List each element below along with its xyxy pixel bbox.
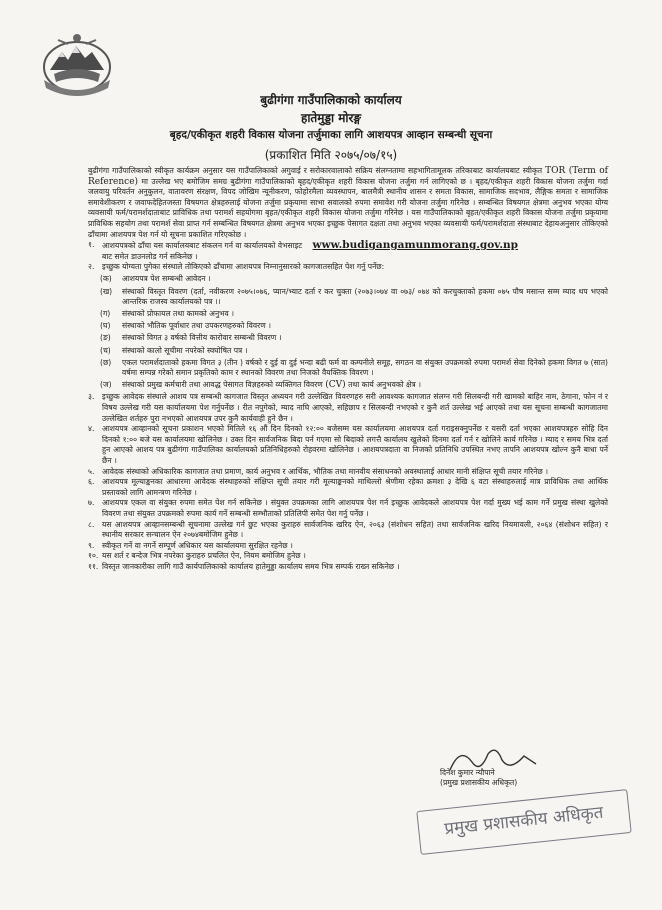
sub-item <box>88 358 608 379</box>
item-text: आशयपत्र मूल्याङ्कनका आधारमा आवेदक संस्थाहरुको संक्षिप्त सूची तयार गरी मूल्याङ्कनको माथिल्लो श्रेणीमा रहेका क्रमशः ३ देखि ६ वटा संस्थाहरुलाई मात्र प्राविधिक तथा आर्थिक प्रस्तावको लागि आमन्त्रण गरिनेछ । <box>102 477 608 497</box>
sub-item <box>88 380 608 391</box>
office-name: बुढीगंगा गाउँपालिकाको कार्यालय <box>260 93 402 107</box>
item-text: आशयपत्रको ढाँचा यस कार्यालयबाट संकलन गर्न वा कार्यालयको वेभसाइट <box>102 241 303 251</box>
item-number: ७. <box>88 498 95 508</box>
item-number: ३. <box>88 392 95 402</box>
list-item <box>88 520 608 541</box>
sub-item-text: संस्थाको विस्तृत विवरण (दर्ता, नवीकरण २०७५।०७६, प्यान/भ्याट दर्ता र कर चुक्ता (२०७३।०७४ वा ०७३/ ०७४ को करचुक्ताको हकमा ०७५ पौष मसान्त सम्म म्याद थप भएको आन्तरिक राजस्व कार्यालयको पत्र ।। <box>122 286 608 307</box>
sub-item-number: (ङ) <box>100 333 111 343</box>
item-number: ८. <box>88 519 95 529</box>
item-number: १. <box>88 240 95 250</box>
sub-item-text: संस्थाको विगत ३ वर्षको वित्तीय कारोवार सम्बन्धी विवरण । <box>122 333 282 343</box>
sub-item <box>88 321 608 332</box>
notice-body <box>88 166 608 572</box>
signatory-name: दिनेश कुमार न्यौपाने <box>440 768 495 777</box>
sub-item-text: संस्थाको प्रमुख कर्मचारी तथा आवद्ध पेसागत विज्ञहरुको व्यक्तिगत विवरण <box>122 380 323 390</box>
list-item <box>88 562 608 573</box>
tor-term: TOR (Term of Reference) <box>88 166 608 187</box>
sub-item-number: (क) <box>100 274 112 284</box>
item-number: २. <box>88 262 95 272</box>
sub-item-text: संस्थाको प्रोफायल तथा कामको अनुभव । <box>122 309 235 319</box>
sub-item-text: आशयपत्र पेश सम्बन्धी आवेदन । <box>122 274 211 284</box>
sub-item-text: एकल परामर्शदाताको हकमा विगत ३ (तीन ) वर्षको र दुई वा दुई भन्दा बढी फर्म वा कम्पनीले समूह, सगठन वा संयुक्त उपक्रमको रुपमा परामर्श सेवा दिनेको हकमा विगत ७ (सात) वर्षमा सम्पन्न गरेको समान प्रकृतिको काम र स्थानको विवरण तथा निजको वैयक्तिक विवरण । <box>122 357 608 378</box>
item-text: आशयपत्र आव्हानको सूचना प्रकाशन भएको मितिले १६ औं दिन दिनको १२:०० बजेसम्म यस कार्यालयमा आशयपत्र दर्ता गराइसक्नुपर्नेछ र यसरी दर्ता भएका आशयपत्रहरु सोहि दिन दिनको १:०० बजे यस कार्यालयमा खोलिनेछ । उक्त दिन सार्वजनिक बिदा पर्न गएमा सो बिदाको लगत्तै कार्यालय खुलेको दिनमा दर्ता गर्न र खोलिने कार्य गरिनेछ । म्याद र समय भित्र दर्ता हुन आएको आशय पत्र बुढीगंगा गाउँपालिका कार्यालयको प्रतिनिधिहरुको रोहवरमा खोलिनेछ । आशयपत्रदाता वा निजको प्रतिनिधि उपस्थित नभए तापनि आशयपत्र खोल्न कुनै बाधा पर्ने छैन । <box>102 424 608 465</box>
item-number: ५. <box>88 466 95 476</box>
published-date: (प्रकाशित मिति २०७५/०७/१५) <box>264 148 398 162</box>
sub-item-number: (ज) <box>100 380 112 390</box>
item-text: यस आशयपत्र आव्हानसम्बन्धी सूचनामा उल्लेख गर्न छुट भएका कुराहरु सार्वजनिक खरिद ऐन, २०६३ (संशोधन सहित) तथा सार्वजनिक खरिद नियमावली, २०६४ (संशोधन सहित) र स्थानीय सरकार सन्चालन ऐन २०७४बमोजिम हुनेछ । <box>102 519 608 540</box>
item-text: स्वीकृत गर्ने वा नगर्ने सम्पूर्ण अधिकार यस कार्यालयमा सुरक्षित रहनेछ । <box>102 540 293 550</box>
sub-item <box>88 346 608 357</box>
list-item <box>88 392 608 424</box>
list-item <box>88 424 608 466</box>
sub-item-number: (च) <box>100 345 111 355</box>
list-item <box>88 240 608 262</box>
sub-item <box>88 333 608 344</box>
office-location: हातेमुड्डा मोरङ्ग <box>300 111 362 125</box>
sub-item-text: तथा कार्य अनुभवको क्षेत्र । <box>348 380 421 390</box>
sub-item-number: (छ) <box>100 357 112 367</box>
signature-block <box>440 768 620 788</box>
list-item <box>88 498 608 519</box>
item-text: इच्छुक योग्यता पुगेका संस्थाले तोकिएको ढाँचामा आशयपत्र निम्नानुसारको कागजातसहित पेश गर्नु पर्नेछ: <box>102 262 385 272</box>
sub-item-text: संस्थाको कालो सूचीमा नपरेको स्वघोषित पत्र । <box>122 345 248 355</box>
list-item <box>88 541 608 552</box>
item-text: यस शर्त र बन्देज भित्र नपरेका कुराहरु प्रचलित ऐन, नियम बमोजिम हुनेछ । <box>102 551 306 561</box>
intro-text-a: बुढीगंगा गाउँपालिकाको स्वीकृत कार्यक्रम अनुसार यस गाउँपालिकाको अगुवाई र सरोकारवालाको सक्रिय संलग्नतामा सहभागितामूलक तरिकाबाट कार्यालयबाट स्वीकृत <box>88 166 543 175</box>
item-number: ४. <box>88 424 95 434</box>
intro-text-b: मा उल्लेख भए बमोजिम समग्र बुढीगंगा गाउँपालिकाको बृहद/एकीकृत शहरी विकास योजना तर्जुमा गर्न लागिएको छ । बृहद/एकीकृत शहरी विकास योजना तर्जुमा गर्दा जलवायु परिवर्तन अनुकुलन, वातावरण संरक्षण, विपद जोखिम न्यूनीकरण, फोहोरमैला व्यवस्थापन, बालमैत्री स्थानीय शासन र समता विकास, सामाजिक सदभाव, लैङ्गिक समता र सामाजिक समावेशीकरण र जवाफदेहितजस्ता विषयगत क्षेत्रहरुलाई योजना तर्जुमा प्रकृयामा साभा सवालको रुपमा समावेश गरी योजना तर्जुमा गरिनेछ । सम्बन्धित विषयगत क्षेत्रमा अनुभव भएका योग्य व्यवसायी फर्म/परामर्शदाताबाट प्राविधिक तथा परामर्श सहयोगमा बृहत/एकीकृत शहरी विकास योजना तर्जुमा गरिनेछ । यस गाउँपालिकाको बृहत/एकीकृत शहरी विकास योजना तर्जुमा प्रकृयामा प्राविधिक सहयोग तथा परामर्श सेवा प्राप्त गर्न सम्बन्धित विषयगत क्षेत्रमा अनुभव भएका इच्छुक पेसागत दक्षता तथा अनुभव भएका व्यवसायी फर्म/परामर्शदाता संस्थाबाट देहायअनुसार तोकिएको ढाँचामा आशयपत्र पेश गर्न यो सूचना प्रकाशित गरिएकोछ । <box>88 176 608 239</box>
item-text: आवेदक संस्थाको अधिकारिक कागजात तथा प्रमाण, कार्य अनुभव र आर्थिक, भौतिक तथा मानवीय संसाधनको अवस्थालाई आधार मानी संक्षिप्त सूची तयार गरिनेछ । <box>102 466 549 476</box>
item-text: बाट समेत डाउनलोड गर्न सकिनेछ । <box>102 251 198 261</box>
item-number: ६. <box>88 477 95 487</box>
list-item <box>88 477 608 498</box>
sub-item <box>88 309 608 320</box>
intro-paragraph <box>88 166 608 240</box>
cv-term: (CV) <box>325 380 346 391</box>
list-item <box>88 467 608 478</box>
item-number: ११. <box>88 561 99 571</box>
item-number: ९. <box>88 540 95 550</box>
signatory-title: (प्रमुख प्रशासकीय अधिकृत) <box>440 778 518 787</box>
sub-item-number: (ग) <box>100 309 111 319</box>
list-item <box>88 262 608 273</box>
sub-item <box>88 274 608 285</box>
sub-item-text: संस्थाको भौतिक पूर्वाधार तथा उपकरणहरुको विवरण । <box>122 321 272 331</box>
item-text: आशयपत्र एकल वा संयुक्त रुपमा समेत पेश गर्न सकिनेछ । संयुक्त उपक्रमका लागि आशयपत्र पेश गर्न इच्छुक आवेदकले आशयपत्र पेश गर्दा मुख्य भई काम गर्ने प्रमुख संस्था खुलेको विवरण तथा संयुक्त उपक्रमको रुपमा कार्य गर्ने सम्बन्धी सम्भौताको प्रतिलिपी समेत पेश गर्नु पर्नेछ । <box>102 498 608 518</box>
nepal-emblem-icon <box>38 30 116 96</box>
list-item <box>88 551 608 562</box>
item-text: विस्तृत जानकारीका लागि गाउँ कार्यपालिकाको कार्यालय हातेमुड्डा कार्यालय समय भित्र सम्पर्क राख्न सकिनेछ । <box>102 561 400 571</box>
sub-item <box>88 287 608 308</box>
sub-item-number: (ख) <box>100 286 113 296</box>
item-number: १०. <box>88 551 99 561</box>
sub-item-number: (घ) <box>100 321 111 331</box>
notice-subject: बृहद/एकीकृत शहरी विकास योजना तर्जुमाका लागि आशयपत्र आव्हान सम्बन्धी सूचना <box>169 129 493 141</box>
item-text: इच्छुक आवेदक संस्थाले आशय पत्र सम्बन्धी कागजात विस्तृत अध्ययन गरी उल्लेखित विवरणहरु सरी आवश्यक कागजात संलग्न गरी सिलबन्दी गरी खामको बाहिर नाम, ठेगाना, फोन नं र विषय उल्लेख गरी यस कार्यालयमा पेश गर्नुपर्नेछ । रीत नपुगेको, म्याद नाघि आएको, सहिछाप र सिलबन्दी नभएको र कुनै शर्त उल्लेख भई आएको तथा यस सूचना सम्बन्धी कागजातमा उल्लेखित शर्तहरु पुरा नभएको आशयपत्र उपर कुनै कार्यवाही हुने छैन । <box>102 392 608 423</box>
website-link[interactable]: www.budigangamunmorang.gov.np <box>312 239 518 252</box>
official-stamp: प्रमुख प्रशासकीय अधिकृत <box>416 789 631 855</box>
